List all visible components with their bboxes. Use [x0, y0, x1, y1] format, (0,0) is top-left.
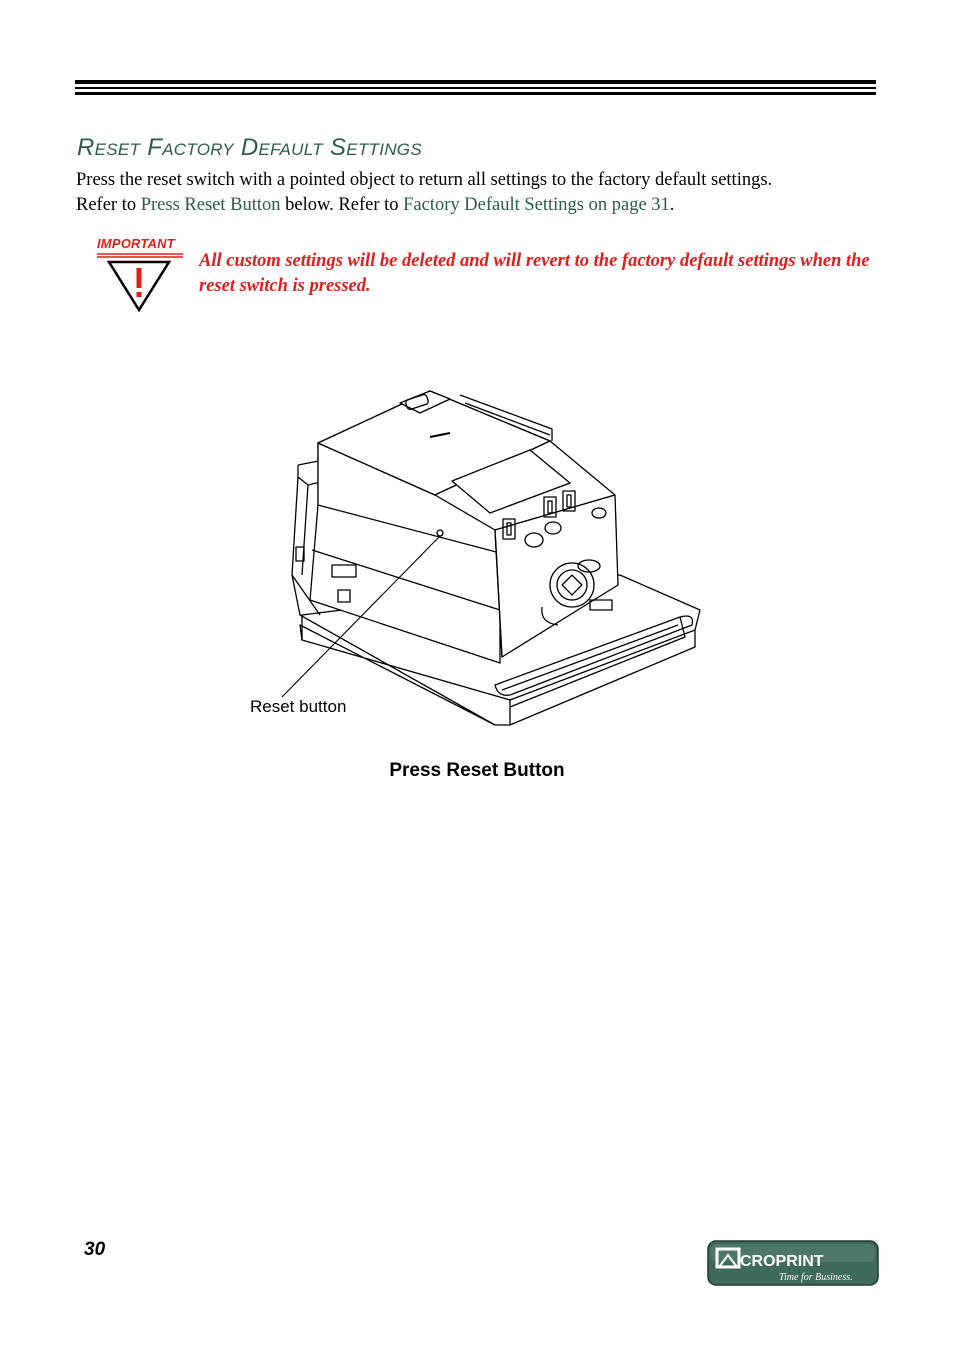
svg-text:Time for Business.: Time for Business. — [779, 1272, 853, 1283]
intro-text: below. Refer to — [280, 195, 404, 215]
link-press-reset-button[interactable]: Press Reset Button — [140, 195, 281, 215]
time-clock-illustration — [240, 385, 710, 745]
intro-text: Press the reset switch with a pointed object to return all settings to the factory default settings. — [76, 170, 773, 190]
important-label: IMPORTANT — [97, 236, 175, 251]
important-notice-icon — [95, 236, 185, 316]
link-factory-default-settings[interactable]: Factory Default Settings on page 31 — [403, 195, 670, 215]
header-rule — [75, 87, 876, 89]
svg-text:CROPRINT: CROPRINT — [740, 1253, 824, 1270]
warning-triangle-icon — [95, 252, 185, 316]
header-rule — [75, 92, 876, 95]
figure-caption: Press Reset Button — [389, 760, 565, 781]
intro-text: . — [669, 195, 675, 215]
intro-paragraph — [76, 168, 876, 218]
page-number: 30 — [84, 1239, 106, 1260]
acroprint-logo — [707, 1240, 879, 1286]
important-warning-text: All custom settings will be deleted and will revert to the factory default settings when the reset switch is pressed. — [199, 251, 870, 296]
intro-text: Refer to — [76, 195, 141, 215]
header-rule — [75, 80, 876, 84]
section-title: Reset Factory Default Settings — [77, 134, 422, 161]
reset-button-callout: Reset button — [250, 697, 347, 716]
